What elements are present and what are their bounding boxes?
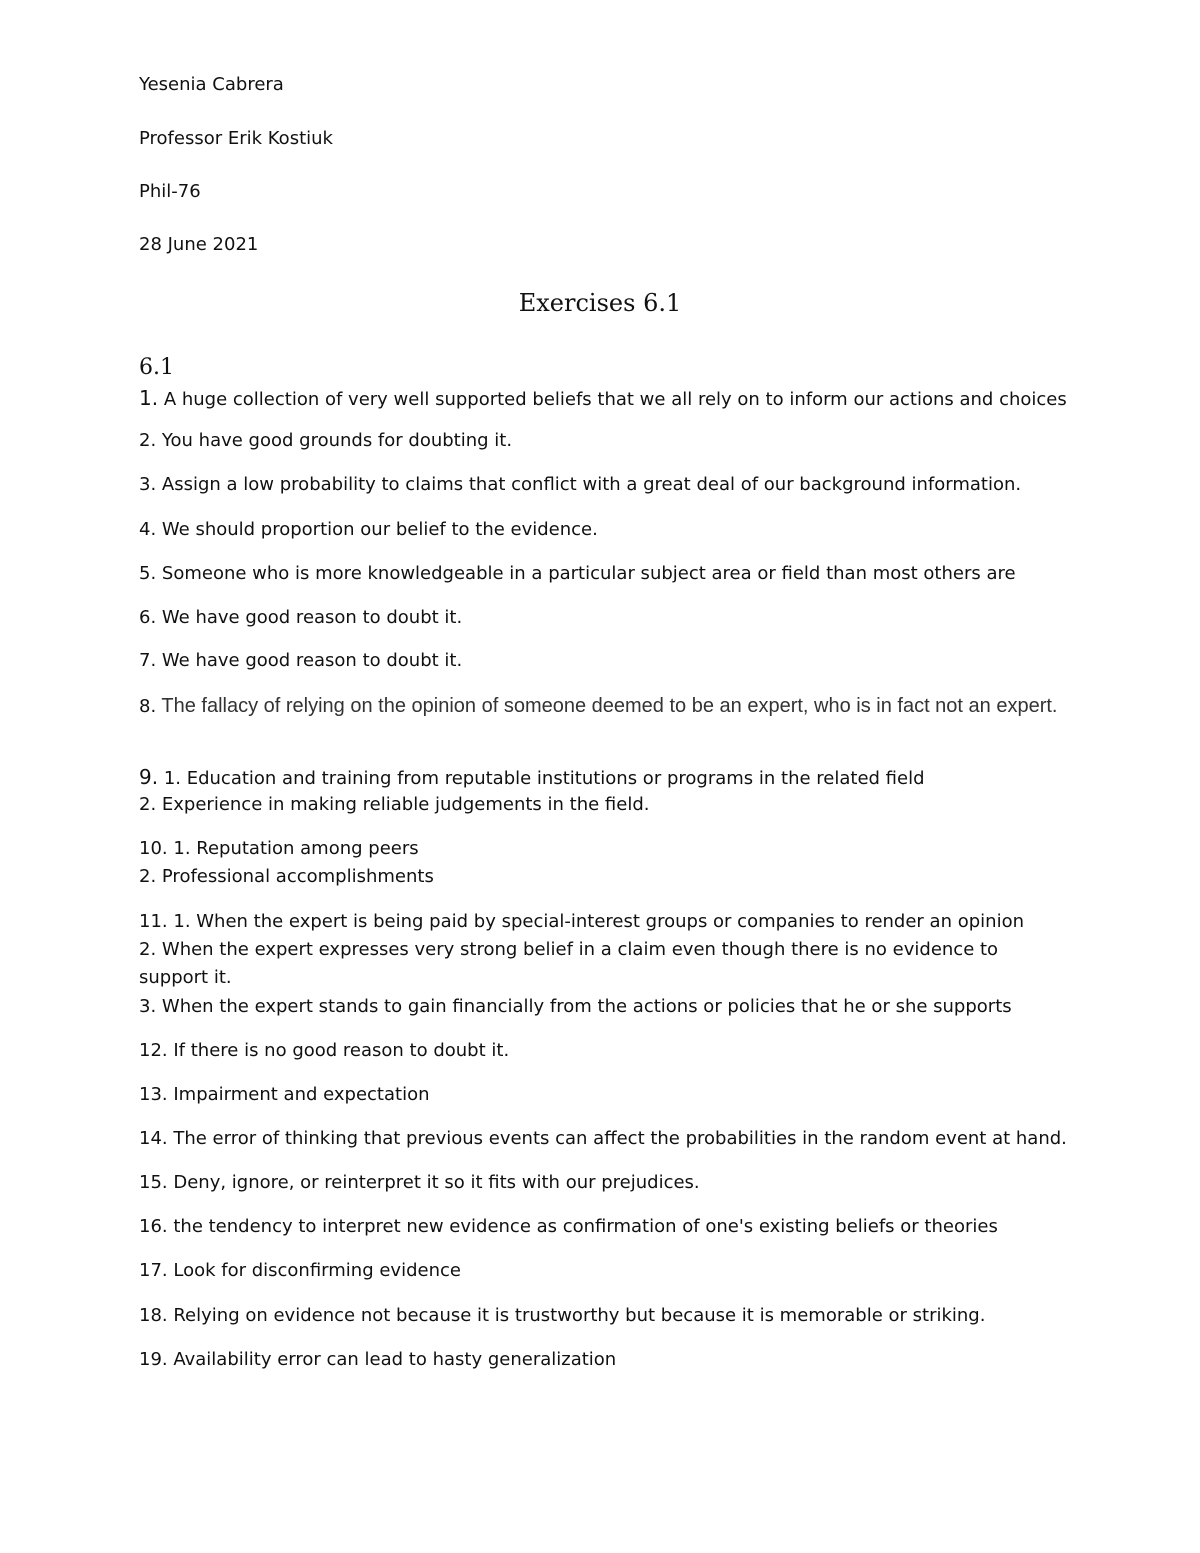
- answer-text: Assign a low probability to claims that conflict with a great deal of our background information.: [156, 474, 1022, 495]
- answer-2: [139, 427, 1069, 455]
- answer-text: If there is no good reason to doubt it.: [167, 1040, 510, 1061]
- answer-number: 11.: [139, 911, 168, 932]
- answer-11-line-2: 2. When the expert expresses very strong belief in a claim even though there is no evidence to support it.: [139, 939, 999, 988]
- answer-number: 18.: [139, 1305, 168, 1326]
- document-title: Exercises 6.1: [518, 289, 682, 317]
- answer-text: The fallacy of relying on the opinion of someone deemed to be an expert, who is in fact not an expert.: [156, 695, 1058, 717]
- answer-5: [139, 560, 1069, 588]
- answer-text: Relying on evidence not because it is trustworthy but because it is memorable or striking.: [167, 1305, 986, 1326]
- answer-number: 5.: [139, 563, 157, 584]
- answer-number: 13.: [139, 1084, 168, 1105]
- answer-number: 15.: [139, 1172, 168, 1193]
- answer-13: [139, 1081, 1069, 1109]
- course-code: Phil-76: [139, 181, 201, 202]
- answer-text: Deny, ignore, or reinterpret it so it fits with our prejudices.: [167, 1172, 700, 1193]
- section-heading: 6.1: [139, 355, 174, 380]
- answer-text: You have good grounds for doubting it.: [156, 430, 513, 451]
- answer-number: 1.: [139, 386, 159, 410]
- answer-text: Someone who is more knowledgeable in a particular subject area or field than most others are: [156, 563, 1016, 584]
- answer-11-line-3: 3. When the expert stands to gain financially from the actions or policies that he or she supports: [139, 996, 1012, 1017]
- answer-text-line-1: 1. When the expert is being paid by special-interest groups or companies to render an opinion: [167, 911, 1024, 932]
- answer-number: 16.: [139, 1216, 168, 1237]
- answer-text: A huge collection of very well supported beliefs that we all rely on to inform our actions and choices: [158, 389, 1067, 410]
- answer-9-line-2: 2. Experience in making reliable judgements in the field.: [139, 794, 650, 815]
- answer-1: [139, 384, 1069, 414]
- answer-text: Impairment and expectation: [167, 1084, 430, 1105]
- answer-text: We should proportion our belief to the evidence.: [156, 519, 598, 540]
- answer-number: 8.: [139, 696, 157, 717]
- answer-text-line-1: 1. Education and training from reputable institutions or programs in the related field: [158, 768, 925, 789]
- answer-7: [139, 647, 1069, 675]
- answer-9: [139, 763, 1069, 793]
- answer-8: [139, 692, 1069, 721]
- answer-text: We have good reason to doubt it.: [156, 650, 463, 671]
- answer-16: [139, 1213, 1069, 1241]
- answer-number: 17.: [139, 1260, 168, 1281]
- answer-14: [139, 1125, 1069, 1153]
- answer-number: 6.: [139, 607, 157, 628]
- answer-text: Availability error can lead to hasty generalization: [167, 1349, 617, 1370]
- answer-4: [139, 516, 1069, 544]
- answer-15: [139, 1169, 1069, 1197]
- answer-11: [139, 908, 1069, 936]
- answer-18: [139, 1302, 1069, 1330]
- answer-6: [139, 604, 1069, 632]
- answer-text: Look for disconfirming evidence: [167, 1260, 461, 1281]
- professor-name: Professor Erik Kostiuk: [139, 128, 333, 149]
- answer-text: We have good reason to doubt it.: [156, 607, 463, 628]
- answer-10: [139, 835, 1069, 863]
- date: 28 June 2021: [139, 234, 259, 255]
- answer-number: 4.: [139, 519, 157, 540]
- answer-text-line-1: 1. Reputation among peers: [167, 838, 419, 859]
- answer-number: 2.: [139, 430, 157, 451]
- answer-number: 3.: [139, 474, 157, 495]
- answer-number: 10.: [139, 838, 168, 859]
- answer-17: [139, 1257, 1069, 1285]
- answer-10-line-2: 2. Professional accomplishments: [139, 866, 434, 887]
- student-name: Yesenia Cabrera: [139, 74, 284, 95]
- answer-number: 12.: [139, 1040, 168, 1061]
- answer-text: the tendency to interpret new evidence as confirmation of one's existing beliefs or theories: [167, 1216, 998, 1237]
- answer-number: 19.: [139, 1349, 168, 1370]
- answer-3: [139, 471, 1069, 499]
- answer-number: 7.: [139, 650, 157, 671]
- answer-12: [139, 1037, 1069, 1065]
- answer-number: 9.: [139, 765, 159, 789]
- answer-19: [139, 1346, 1069, 1374]
- answer-number: 14.: [139, 1128, 168, 1149]
- answer-text: The error of thinking that previous events can affect the probabilities in the random event at hand.: [167, 1128, 1067, 1149]
